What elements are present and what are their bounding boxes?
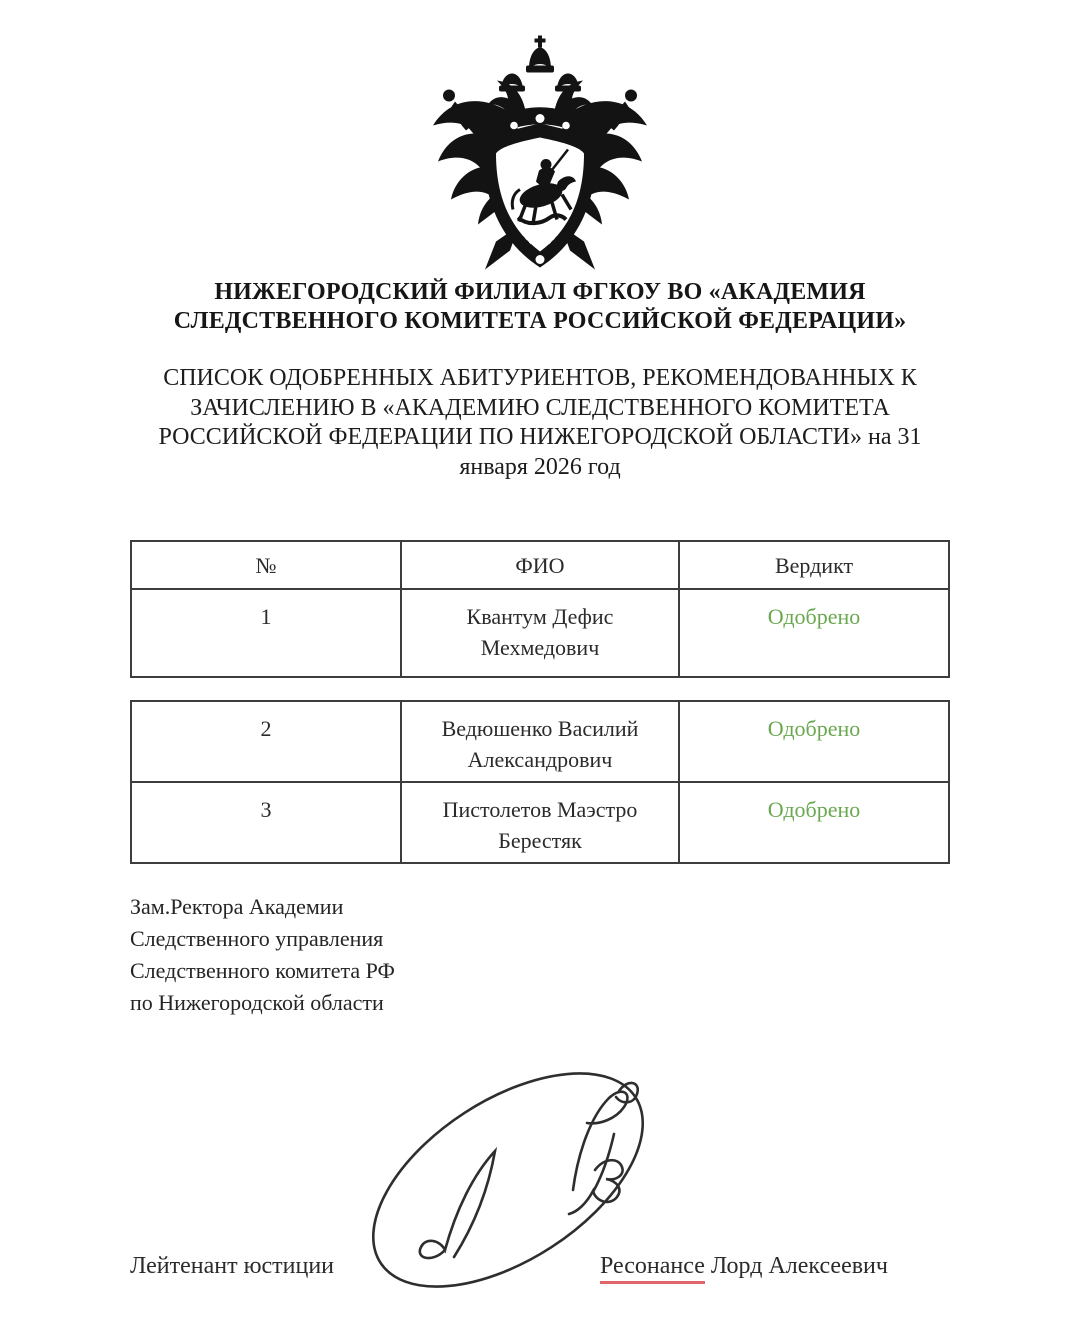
- cell-verdict: Одобрено: [679, 782, 949, 863]
- cell-verdict: Одобрено: [679, 701, 949, 782]
- title-line: НИЖЕГОРОДСКИЙ ФИЛИАЛ ФГКОУ ВО «АКАДЕМИЯ: [214, 279, 866, 305]
- cell-number: 3: [131, 782, 401, 863]
- role-line: Зам.Ректора Академии: [130, 894, 344, 919]
- header-verdict: Вердикт: [679, 541, 949, 589]
- document-title: [0, 278, 1080, 336]
- signatory-rank: Лейтенант юстиции: [130, 1253, 335, 1279]
- table-row: [131, 589, 949, 677]
- subtitle-line: СПИСОК ОДОБРЕННЫХ АБИТУРИЕНТОВ, РЕКОМЕНДОВАННЫХ К: [163, 365, 917, 391]
- cell-verdict: Одобрено: [679, 589, 949, 677]
- table-row: [131, 782, 949, 863]
- cell-number: 1: [131, 589, 401, 677]
- signatory-name: [600, 1253, 888, 1280]
- role-line: по Нижегородской области: [130, 990, 384, 1015]
- role-line: Следственного управления: [130, 926, 384, 951]
- header-number: №: [131, 541, 401, 589]
- crown-icon: [499, 36, 581, 92]
- signatory-surname-underlined: Ресонансе: [600, 1253, 705, 1284]
- title-line: СЛЕДСТВЕННОГО КОМИТЕТА РОССИЙСКОЙ ФЕДЕРАЦИИ»: [173, 308, 907, 334]
- subtitle-line: ЗАЧИСЛЕНИЮ В «АКАДЕМИЮ СЛЕДСТВЕННОГО КОМИТЕТА: [190, 394, 890, 421]
- signatory-role-block: [130, 891, 395, 1019]
- cell-name: Пистолетов Маэстро Берестяк: [401, 782, 679, 863]
- emblem-svg: [425, 30, 655, 278]
- table-header-row: [131, 541, 949, 589]
- cell-name: Квантум Дефис Мехмедович: [401, 589, 679, 677]
- role-line: Следственного комитета РФ: [130, 958, 395, 983]
- document-subtitle: [0, 364, 1080, 482]
- signatory-name-rest: Лорд Алексеевич: [704, 1253, 888, 1279]
- header-name: ФИО: [401, 541, 679, 589]
- subtitle-line: РОССИЙСКОЙ ФЕДЕРАЦИИ ПО НИЖЕГОРОДСКОЙ ОБЛАСТИ» на 31: [158, 424, 922, 450]
- cell-number: 2: [131, 701, 401, 782]
- applicants-table-part-1: [130, 540, 950, 678]
- table-row: [131, 701, 949, 782]
- subtitle-line: января 2026 год: [459, 453, 621, 480]
- cell-name: Ведюшенко Василий Александрович: [401, 701, 679, 782]
- applicants-table-part-2: [130, 700, 950, 864]
- investigative-committee-emblem-icon: [425, 30, 655, 278]
